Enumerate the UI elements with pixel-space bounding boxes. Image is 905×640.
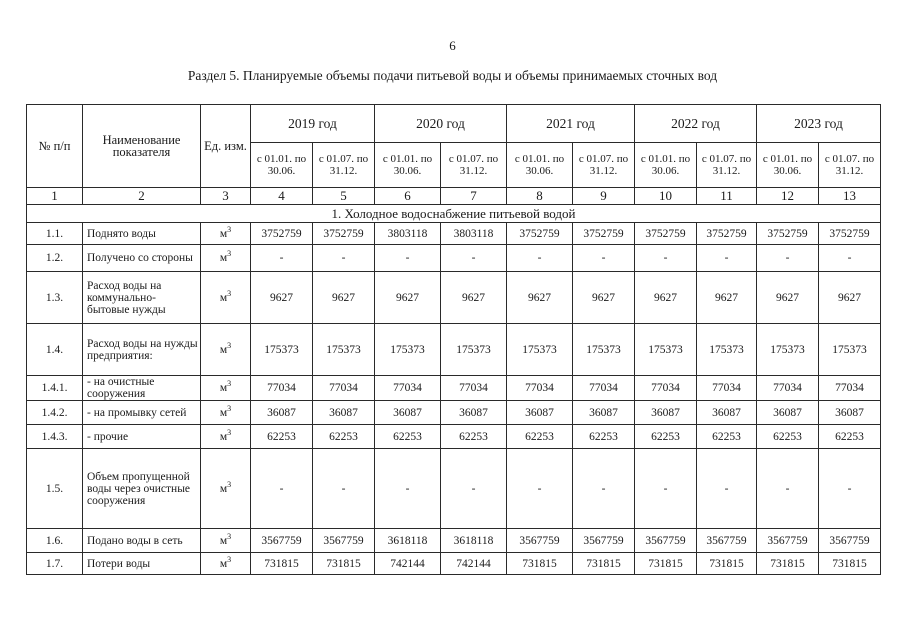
value-cell: 3567759 <box>251 529 313 553</box>
table-row <box>27 245 881 272</box>
value-cell: 9627 <box>375 272 441 324</box>
value-cell: 77034 <box>251 376 313 401</box>
value-cell: 62253 <box>573 425 635 449</box>
value-cell: - <box>375 245 441 272</box>
row-number: 1.6. <box>27 529 83 553</box>
value-cell: 175373 <box>313 324 375 376</box>
data-table <box>26 104 881 575</box>
section-heading: 1. Холодное водоснабжение питьевой водой <box>27 205 881 223</box>
column-number: 1 <box>27 188 83 205</box>
table-row <box>27 272 881 324</box>
value-cell: 3618118 <box>441 529 507 553</box>
header-period: с 01.01. по 30.06. <box>635 143 697 188</box>
value-cell: 3567759 <box>819 529 881 553</box>
value-cell: 3803118 <box>441 223 507 245</box>
value-cell: 3752759 <box>635 223 697 245</box>
row-number: 1.7. <box>27 553 83 575</box>
value-cell: 175373 <box>375 324 441 376</box>
row-name: Расход воды на нужды предприятия: <box>83 324 201 376</box>
value-cell: 731815 <box>313 553 375 575</box>
row-number: 1.3. <box>27 272 83 324</box>
value-cell: 3803118 <box>375 223 441 245</box>
value-cell: 3567759 <box>507 529 573 553</box>
value-cell: 62253 <box>635 425 697 449</box>
column-number: 4 <box>251 188 313 205</box>
value-cell: 9627 <box>697 272 757 324</box>
value-cell: - <box>573 245 635 272</box>
unit-base: м <box>219 406 228 419</box>
value-cell: 3752759 <box>697 223 757 245</box>
table-row <box>27 223 881 245</box>
value-cell: - <box>697 449 757 529</box>
value-cell: 731815 <box>819 553 881 575</box>
row-number: 1.2. <box>27 245 83 272</box>
value-cell: 62253 <box>819 425 881 449</box>
value-cell: 9627 <box>441 272 507 324</box>
row-name: Получено со стороны <box>83 245 201 272</box>
value-cell: 731815 <box>635 553 697 575</box>
table-row <box>27 529 881 553</box>
header-name: Наименование показателя <box>83 105 201 188</box>
value-cell: 62253 <box>441 425 507 449</box>
section-title: Раздел 5. Планируемые объемы подачи питьевой воды и объемы принимаемых сточных вод <box>187 68 718 83</box>
column-number: 12 <box>757 188 819 205</box>
value-cell: 3567759 <box>635 529 697 553</box>
row-name: - на промывку сетей <box>83 401 201 425</box>
value-cell: 77034 <box>819 376 881 401</box>
unit-power: 3 <box>227 479 232 489</box>
row-unit <box>201 529 251 553</box>
unit-base: м <box>219 482 228 495</box>
value-cell: 77034 <box>573 376 635 401</box>
header-num: № п/п <box>27 105 83 188</box>
value-cell: 36087 <box>375 401 441 425</box>
header-year: 2020 год <box>375 105 507 143</box>
row-name: Объем пропущенной воды через очистные сооружения <box>83 449 201 529</box>
header-period: с 01.01. по 30.06. <box>375 143 441 188</box>
section-row <box>27 205 881 223</box>
value-cell: 3567759 <box>313 529 375 553</box>
value-cell: 9627 <box>635 272 697 324</box>
value-cell: - <box>635 449 697 529</box>
unit-base: м <box>219 382 228 394</box>
value-cell: 175373 <box>819 324 881 376</box>
value-cell: 77034 <box>757 376 819 401</box>
unit-base: м <box>219 557 228 570</box>
value-cell: 77034 <box>697 376 757 401</box>
value-cell: 9627 <box>819 272 881 324</box>
value-cell: 62253 <box>507 425 573 449</box>
row-unit <box>201 245 251 272</box>
row-number: 1.1. <box>27 223 83 245</box>
value-cell: 9627 <box>573 272 635 324</box>
header-period: с 01.01. по 30.06. <box>251 143 313 188</box>
row-number: 1.4.2. <box>27 401 83 425</box>
value-cell: 36087 <box>313 401 375 425</box>
column-number: 13 <box>819 188 881 205</box>
row-number: 1.5. <box>27 449 83 529</box>
header-row-years <box>27 105 881 143</box>
table-row <box>27 401 881 425</box>
value-cell: - <box>757 449 819 529</box>
unit-power: 3 <box>227 224 232 234</box>
value-cell: 77034 <box>375 376 441 401</box>
column-number: 2 <box>83 188 201 205</box>
row-name: Поднято воды <box>83 223 201 245</box>
unit-power: 3 <box>227 403 232 413</box>
value-cell: 742144 <box>441 553 507 575</box>
value-cell: 175373 <box>697 324 757 376</box>
value-cell: - <box>507 449 573 529</box>
value-cell: - <box>375 449 441 529</box>
column-number: 5 <box>313 188 375 205</box>
row-unit <box>201 324 251 376</box>
value-cell: 77034 <box>635 376 697 401</box>
column-number: 3 <box>201 188 251 205</box>
value-cell: 731815 <box>573 553 635 575</box>
header-period: с 01.01. по 30.06. <box>757 143 819 188</box>
value-cell: 36087 <box>635 401 697 425</box>
value-cell: 3567759 <box>697 529 757 553</box>
table-row <box>27 376 881 401</box>
value-cell: 175373 <box>441 324 507 376</box>
unit-base: м <box>219 534 228 547</box>
value-cell: 3752759 <box>507 223 573 245</box>
table-row <box>27 449 881 529</box>
value-cell: - <box>697 245 757 272</box>
header-year: 2019 год <box>251 105 375 143</box>
table-row <box>27 425 881 449</box>
value-cell: 731815 <box>507 553 573 575</box>
row-name: Подано воды в сеть <box>83 529 201 553</box>
table-row <box>27 324 881 376</box>
row-unit <box>201 425 251 449</box>
column-number-row <box>27 188 881 205</box>
row-name: Потери воды <box>83 553 201 575</box>
column-number: 6 <box>375 188 441 205</box>
value-cell: 36087 <box>819 401 881 425</box>
value-cell: 175373 <box>635 324 697 376</box>
value-cell: - <box>441 245 507 272</box>
value-cell: - <box>819 245 881 272</box>
column-number: 8 <box>507 188 573 205</box>
value-cell: 9627 <box>313 272 375 324</box>
value-cell: 77034 <box>441 376 507 401</box>
value-cell: 36087 <box>573 401 635 425</box>
unit-base: м <box>219 227 228 240</box>
unit-base: м <box>219 252 228 264</box>
value-cell: 77034 <box>313 376 375 401</box>
value-cell: 9627 <box>507 272 573 324</box>
value-cell: - <box>507 245 573 272</box>
row-unit <box>201 449 251 529</box>
header-year: 2023 год <box>757 105 881 143</box>
value-cell: 3752759 <box>313 223 375 245</box>
value-cell: 62253 <box>757 425 819 449</box>
unit-base: м <box>219 291 228 304</box>
header-year: 2021 год <box>507 105 635 143</box>
row-unit <box>201 223 251 245</box>
value-cell: 36087 <box>757 401 819 425</box>
value-cell: 3752759 <box>757 223 819 245</box>
row-name: - прочие <box>83 425 201 449</box>
header-period: с 01.01. по 30.06. <box>507 143 573 188</box>
value-cell: 3567759 <box>757 529 819 553</box>
value-cell: 77034 <box>507 376 573 401</box>
header-period: с 01.07. по 31.12. <box>313 143 375 188</box>
column-number: 9 <box>573 188 635 205</box>
row-unit <box>201 272 251 324</box>
value-cell: 731815 <box>251 553 313 575</box>
unit-base: м <box>219 343 228 356</box>
value-cell: - <box>757 245 819 272</box>
value-cell: - <box>313 245 375 272</box>
value-cell: - <box>819 449 881 529</box>
value-cell: 175373 <box>573 324 635 376</box>
value-cell: 175373 <box>757 324 819 376</box>
value-cell: 36087 <box>697 401 757 425</box>
row-unit <box>201 553 251 575</box>
row-number: 1.4. <box>27 324 83 376</box>
row-name: - на очистные сооружения <box>83 376 201 401</box>
value-cell: 36087 <box>251 401 313 425</box>
value-cell: - <box>573 449 635 529</box>
value-cell: 3752759 <box>251 223 313 245</box>
value-cell: 62253 <box>313 425 375 449</box>
unit-power: 3 <box>227 340 232 350</box>
column-number: 11 <box>697 188 757 205</box>
unit-power: 3 <box>227 288 232 298</box>
value-cell: 3752759 <box>573 223 635 245</box>
value-cell: 36087 <box>441 401 507 425</box>
value-cell: 62253 <box>251 425 313 449</box>
unit-base: м <box>219 430 228 443</box>
value-cell: 62253 <box>375 425 441 449</box>
page-number: 6 <box>449 38 456 53</box>
value-cell: 9627 <box>757 272 819 324</box>
value-cell: - <box>635 245 697 272</box>
value-cell: 742144 <box>375 553 441 575</box>
unit-power: 3 <box>227 379 232 389</box>
table-row <box>27 553 881 575</box>
header-unit: Ед. изм. <box>201 105 251 188</box>
header-period: с 01.07. по 31.12. <box>697 143 757 188</box>
value-cell: - <box>251 245 313 272</box>
value-cell: 3752759 <box>819 223 881 245</box>
value-cell: - <box>313 449 375 529</box>
header-period: с 01.07. по 31.12. <box>819 143 881 188</box>
value-cell: - <box>441 449 507 529</box>
value-cell: 36087 <box>507 401 573 425</box>
header-year: 2022 год <box>635 105 757 143</box>
unit-power: 3 <box>227 554 232 564</box>
value-cell: - <box>251 449 313 529</box>
value-cell: 3567759 <box>573 529 635 553</box>
value-cell: 62253 <box>697 425 757 449</box>
unit-power: 3 <box>227 249 232 259</box>
row-unit <box>201 376 251 401</box>
row-unit <box>201 401 251 425</box>
value-cell: 3618118 <box>375 529 441 553</box>
value-cell: 731815 <box>757 553 819 575</box>
value-cell: 175373 <box>251 324 313 376</box>
column-number: 10 <box>635 188 697 205</box>
header-period: с 01.07. по 31.12. <box>573 143 635 188</box>
value-cell: 9627 <box>251 272 313 324</box>
unit-power: 3 <box>227 531 232 541</box>
value-cell: 731815 <box>697 553 757 575</box>
table-body <box>27 223 881 575</box>
unit-power: 3 <box>227 427 232 437</box>
column-number: 7 <box>441 188 507 205</box>
row-name: Расход воды на коммунально-бытовые нужды <box>83 272 201 324</box>
value-cell: 175373 <box>507 324 573 376</box>
row-number: 1.4.3. <box>27 425 83 449</box>
header-period: с 01.07. по 31.12. <box>441 143 507 188</box>
row-number: 1.4.1. <box>27 376 83 401</box>
